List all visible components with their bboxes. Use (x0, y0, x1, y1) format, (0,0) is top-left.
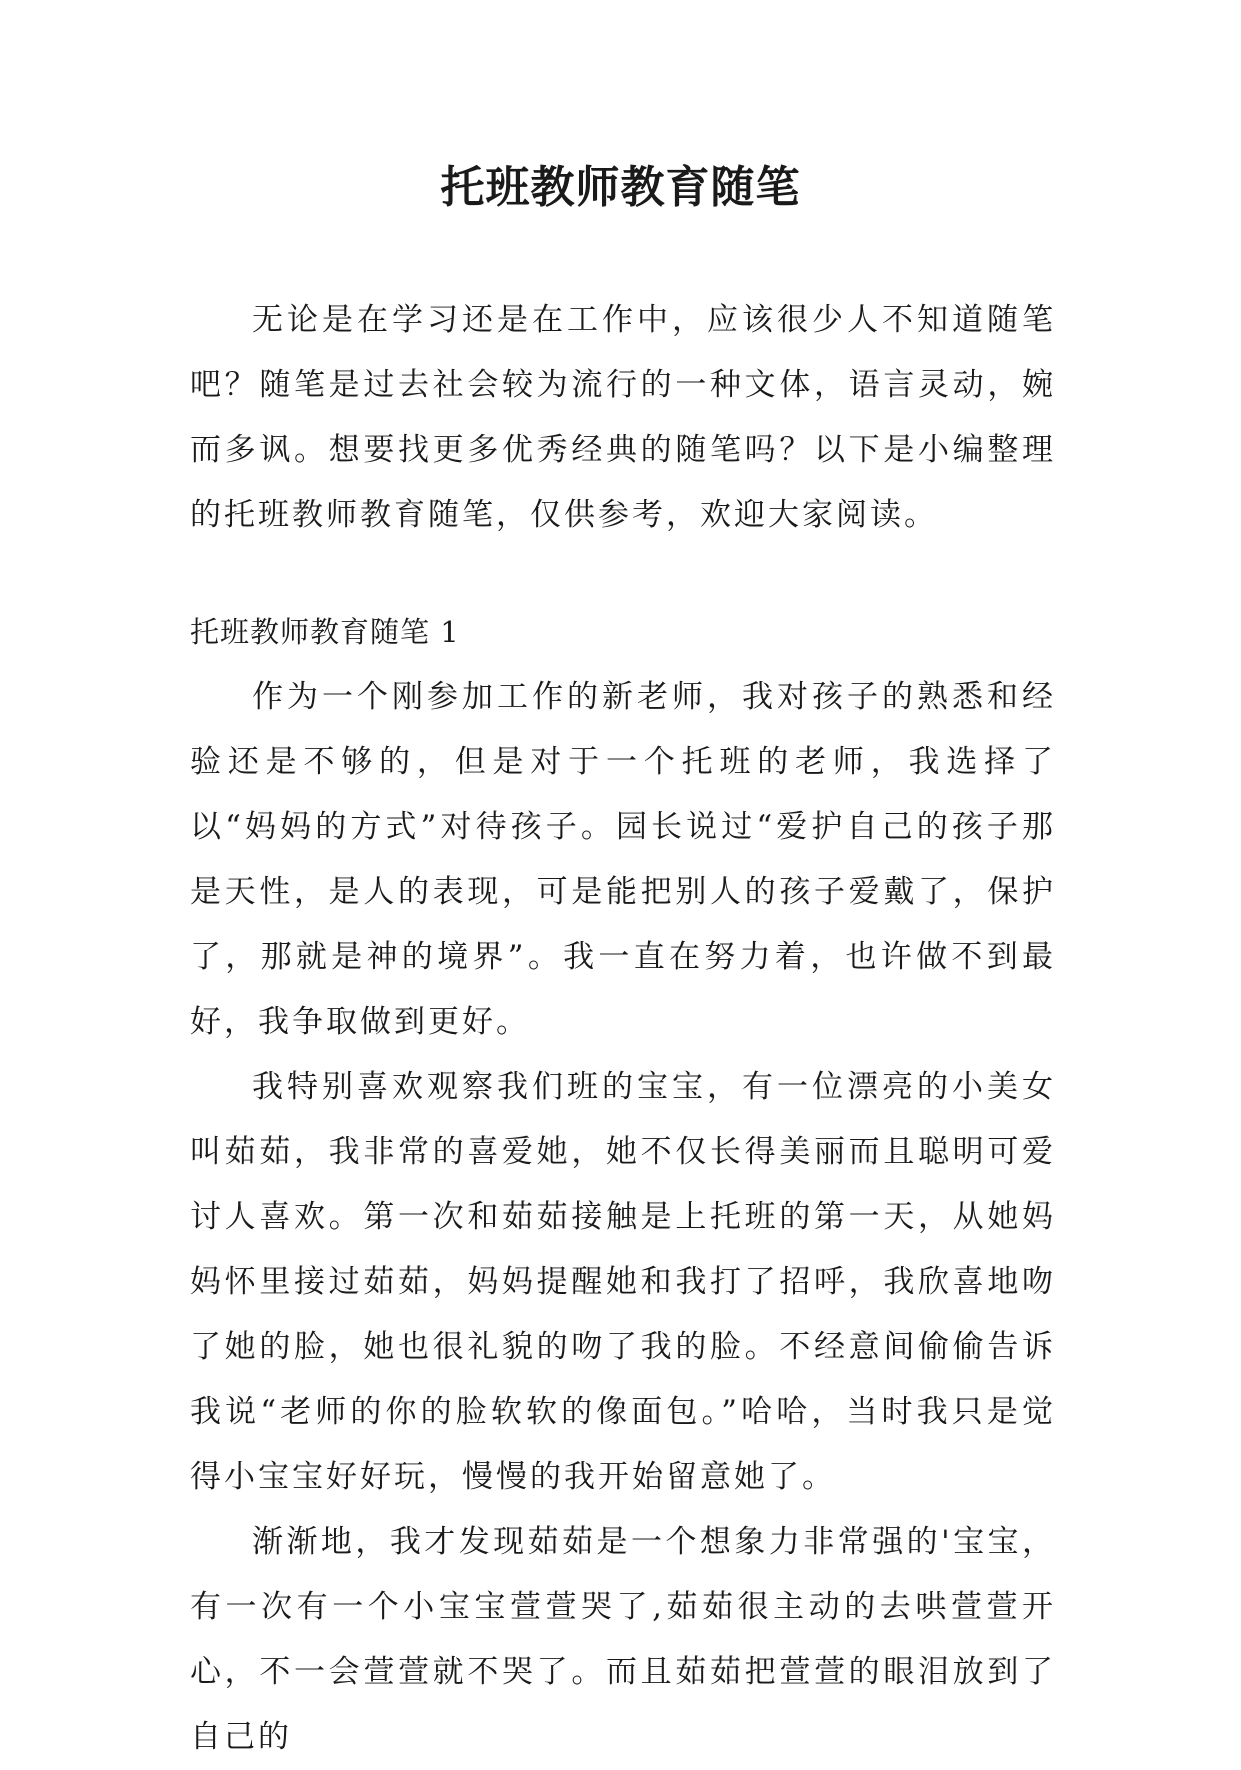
body-paragraph-2: 我特别喜欢观察我们班的宝宝，有一位漂亮的小美女叫茹茹，我非常的喜爱她，她不仅长得美丽而且聪明可爱讨人喜欢。第一次和茹茹接触是上托班的第一天，从她妈妈怀里接过茹茹，妈妈提醒她和我打了招呼，我欣喜地吻了她的脸，她也很礼貌的吻了我的脸。不经意间偷偷告诉我说“老师的你的脸软软的像面包。”哈哈，当时我只是觉得小宝宝好好玩，慢慢的我开始留意她了。 (190, 1069, 1056, 1495)
section-heading: 托班教师教育随笔 1 (190, 615, 460, 649)
document-title: 托班教师教育随笔 (440, 162, 801, 213)
body-paragraph-1: 作为一个刚参加工作的新老师，我对孩子的熟悉和经验还是不够的，但是对于一个托班的老师，我选择了以“妈妈的方式”对待孩子。园长说过“爱护自己的孩子那是天性，是人的表现，可是能把别人的孩子爱戴了，保护了，那就是神的境界”。我一直在努力着，也许做不到最好，我争取做到更好。 (190, 679, 1056, 1040)
body-paragraph-3: 渐渐地，我才发现茹茹是一个想象力非常强的'宝宝，有一次有一个小宝宝萱萱哭了,茹茹很主动的去哄萱萱开心，不一会萱萱就不哭了。而且茹茹把萱萱的眼泪放到了自己的 (190, 1524, 1056, 1755)
document-body (190, 288, 1056, 1770)
intro-paragraph: 无论是在学习还是在工作中，应该很少人不知道随笔吧？随笔是过去社会较为流行的一种文体，语言灵动，婉而多讽。想要找更多优秀经典的随笔吗？以下是小编整理的托班教师教育随笔，仅供参考，欢迎大家阅读。 (190, 302, 1056, 533)
